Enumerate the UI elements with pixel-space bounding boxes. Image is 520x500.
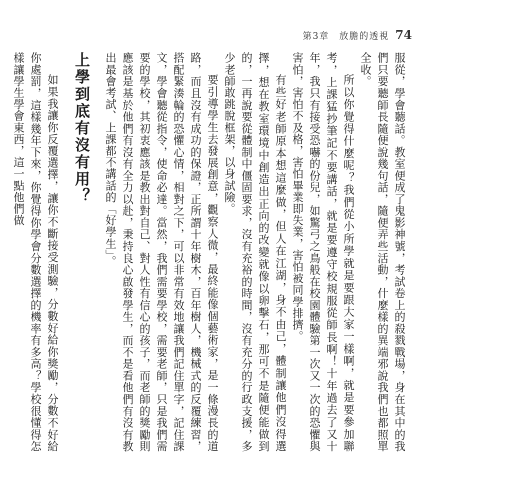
paragraph: 如果我讓你反覆選擇，讓你不斷接受測驗，分數好給你獎勵，分數不好給你處罰，這樣幾年下來，你覺得你學會分數選擇的機率有多高？學校很懂得怎樣讓學生學會東西，這一點他們做 [12,52,59,452]
paragraph: 有些好老師原本想這麼做，但人在江湖，身不由己，體制讓他們沒得選擇，想在教室環境中創造出正向的改變就像以卵擊石，那可不是隨便能做到的，一再說要從體制中僵固要求，沒有充裕的時間，沒有充分的行政支援，多少老師敢跳脫框架，以身試險。 [223,52,287,452]
running-header [303,28,412,42]
body-text [12,52,408,452]
paragraph: 服從，學會聽話。教室便成了鬼影神號，考試卷上的殺戮戰場，身在其中的我們只要聽師長隨便說幾句話，隨便弄些活動，什麼樣的異端邪說我們也都照單全收。 [359,52,406,452]
paragraph: 要引導學生去發展創意，觀察人微，最終能像個藝術家，是一條漫長的道路，而且沒有成功的保證，正所謂十年樹木，百年樹人，機械式的反覆練習，搭配緊湊輪的恐懼心情，相對之下，可以非常有效地讓我們記住單字，記住課文，學會聽從指令，使命必達。當然，我們需要學校，需要老師，只是我們需要的學校，其初衷應該是教出對自己、對人性有信心的孩子，而老師的獎勵則應該是基於他們有沒有全力以赴，秉持良心啟發學生，而不是看他們有沒有教出最會考試、上課都不講話的「好學生」。 [104,52,219,452]
paragraph: 所以你覺得什麼呢？我們從小所學就是要跟大家一樣啊，就是要參加聯考，上課猛抄筆記不要講話，就是要遵守校規服從師長啊！十年過去了又十年，我只有接受恐嚇的份兒，如驚弓之鳥般在校園體驗第一次又一次的恐懼與害怕，害怕不及格，害怕畢業即失業，害怕被同學排擠。 [291,52,355,452]
chapter-title: 第3章 放膽的透視 [302,32,390,42]
section-heading: 上學到底有沒有用？ [73,52,91,205]
page-number: 74 [395,28,412,42]
